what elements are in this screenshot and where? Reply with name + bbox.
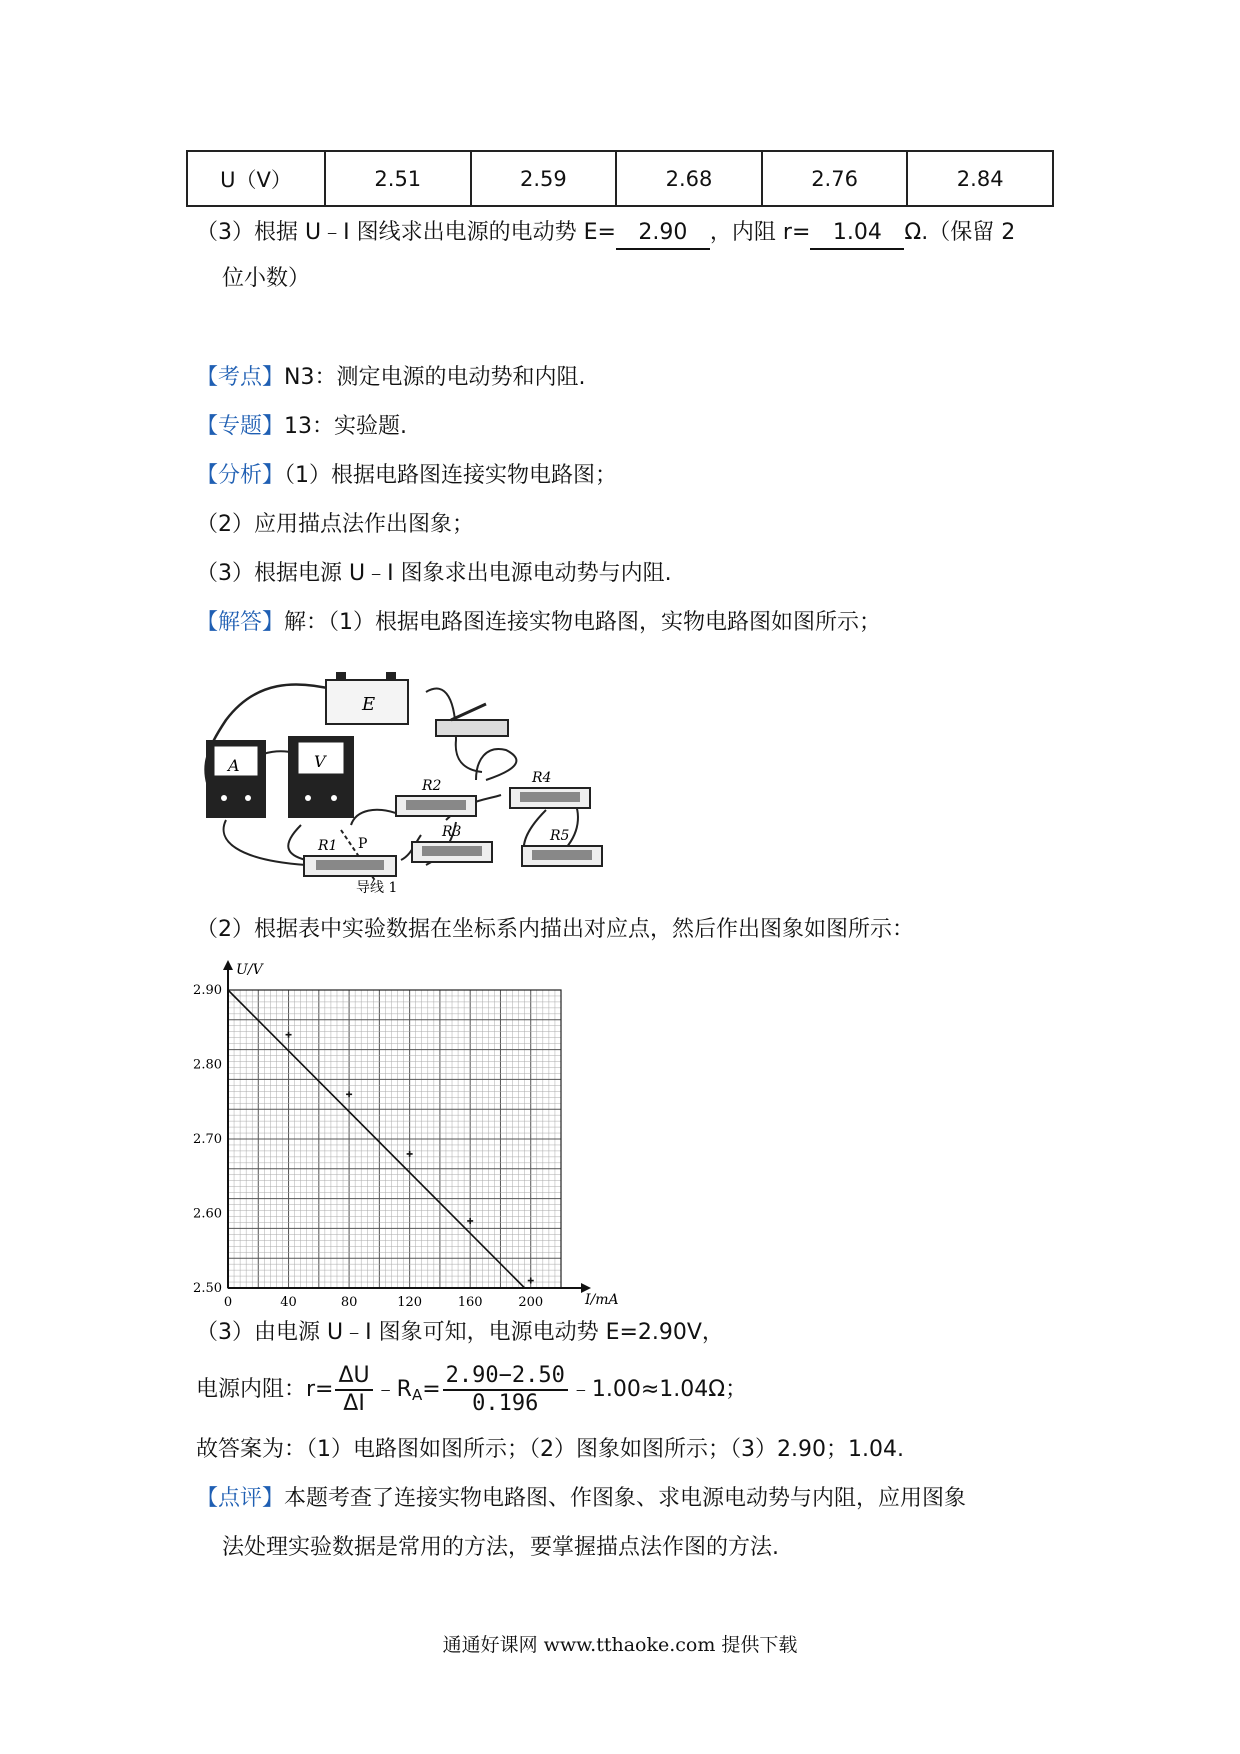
data-point [346, 1091, 352, 1097]
r-suffix: ﹣1.00≈1.04Ω； [569, 1377, 748, 1402]
x-tick-label: 160 [457, 1295, 483, 1310]
kaodian-tag: 【考点】 [196, 365, 285, 390]
fenxi-line3: （3）根据电源 U﹣I 图象求出电源电动势与内阻. [196, 561, 672, 586]
formula-line [196, 1362, 747, 1423]
r2-label: R2 [422, 778, 442, 794]
y-axis-arrow [223, 960, 233, 970]
data-point [528, 1278, 534, 1284]
table-row [187, 151, 1053, 206]
battery-label: E [362, 694, 376, 715]
r3-label: R3 [442, 824, 462, 840]
chart-grid [228, 990, 561, 1288]
y-tick-label: 2.70 [193, 1132, 222, 1147]
q3-prefix: （3）根据 U﹣I 图线求出电源的电动势 E= [196, 220, 616, 245]
kaodian-line [196, 363, 585, 393]
q3-mid: ，内阻 r= [709, 220, 811, 245]
voltmeter-icon [288, 736, 354, 818]
data-point [467, 1218, 473, 1224]
table-cell: 2.68 [616, 151, 762, 206]
x-axis-label: I/mA [585, 1292, 619, 1308]
x-tick-label: 200 [518, 1295, 544, 1310]
r5-label: R5 [550, 828, 570, 844]
y-tick-label: 2.80 [193, 1057, 222, 1073]
r4-label: R4 [532, 770, 552, 786]
zhuanti-tag: 【专题】 [196, 414, 285, 439]
dianping-line [196, 1484, 966, 1514]
r-prefix: 电源内阻：r= [196, 1377, 334, 1402]
zhuanti-text: 13：实验题. [284, 414, 408, 439]
table-cell: 2.51 [325, 151, 471, 206]
p-label: P [358, 836, 368, 852]
footer: 通通好课网 www.tthaoke.com 提供下载 [442, 1634, 798, 1656]
jieda-tag: 【解答】 [196, 610, 285, 635]
delta-fraction [335, 1363, 372, 1417]
jieda-line3: （3）由电源 U﹣I 图象可知，电源电动势 E=2.90V， [196, 1320, 724, 1345]
dianping-line1: 本题考查了连接实物电路图、作图象、求电源电动势与内阻，应用图象 [284, 1486, 967, 1511]
kaodian-text: N3：测定电源的电动势和内阻. [284, 365, 586, 390]
r1-label: R1 [318, 838, 338, 854]
ra-sub: A [411, 1386, 423, 1404]
table-cell: 2.59 [471, 151, 617, 206]
fenxi-line2: （2）应用描点法作出图象； [196, 512, 474, 537]
x-tick-label: 120 [397, 1295, 423, 1310]
ui-chart [186, 960, 646, 1320]
table-cell: 2.84 [907, 151, 1053, 206]
battery-icon [326, 672, 408, 724]
tick-labels [193, 983, 543, 1310]
zhuanti-line [196, 412, 407, 442]
u-data-table [186, 150, 1054, 207]
q3-line [196, 218, 1015, 250]
circuit-figure [186, 660, 646, 896]
x-tick-label: 80 [340, 1295, 358, 1310]
ra-text: ﹣R [374, 1377, 412, 1402]
wire-label: 导线 1 [356, 880, 398, 896]
dianping-line2: 法处理实验数据是常用的方法，要掌握描点法作图的方法. [222, 1535, 779, 1560]
e-answer: 2.90 [616, 218, 710, 250]
delta-u: ΔU [335, 1363, 372, 1391]
fenxi-tag: 【分析】 [196, 463, 285, 488]
r-answer: 1.04 [810, 218, 904, 250]
y-tick-label: 2.60 [193, 1206, 222, 1222]
jieda-line1: 解：（1）根据电路图连接实物电路图，实物电路图如图所示； [284, 610, 882, 635]
answer-line: 故答案为：（1）电路图如图所示；（2）图象如图所示；（3）2.90；1.04. [196, 1437, 904, 1462]
value-num: 2.90−2.50 [443, 1363, 568, 1391]
value-den: 0.196 [472, 1391, 539, 1416]
jieda-line [196, 608, 881, 638]
y-axis-label: U/V [236, 962, 263, 978]
row-header: U（V） [187, 151, 325, 206]
value-fraction [443, 1363, 568, 1417]
ammeter-label: A [228, 756, 240, 775]
table-cell: 2.76 [762, 151, 908, 206]
y-tick-label: 2.90 [193, 983, 222, 998]
data-point [286, 1032, 292, 1038]
dianping-tag: 【点评】 [196, 1486, 285, 1511]
jieda-line2: （2）根据表中实验数据在坐标系内描出对应点，然后作出图象如图所示： [196, 917, 914, 942]
q3-line2: 位小数） [222, 266, 311, 291]
data-point [407, 1151, 413, 1157]
ammeter-icon [206, 740, 266, 818]
y-tick-label: 2.50 [193, 1281, 222, 1296]
fenxi-line [196, 461, 617, 491]
delta-i: ΔI [343, 1391, 365, 1416]
x-tick-label: 0 [223, 1295, 233, 1310]
voltmeter-label: V [314, 752, 326, 771]
fenxi-line1: （1）根据电路图连接实物电路图； [284, 463, 618, 488]
eq-sign: = [422, 1377, 441, 1402]
q3-suffix: Ω.（保留 2 [904, 220, 1016, 245]
x-tick-label: 40 [280, 1295, 297, 1310]
